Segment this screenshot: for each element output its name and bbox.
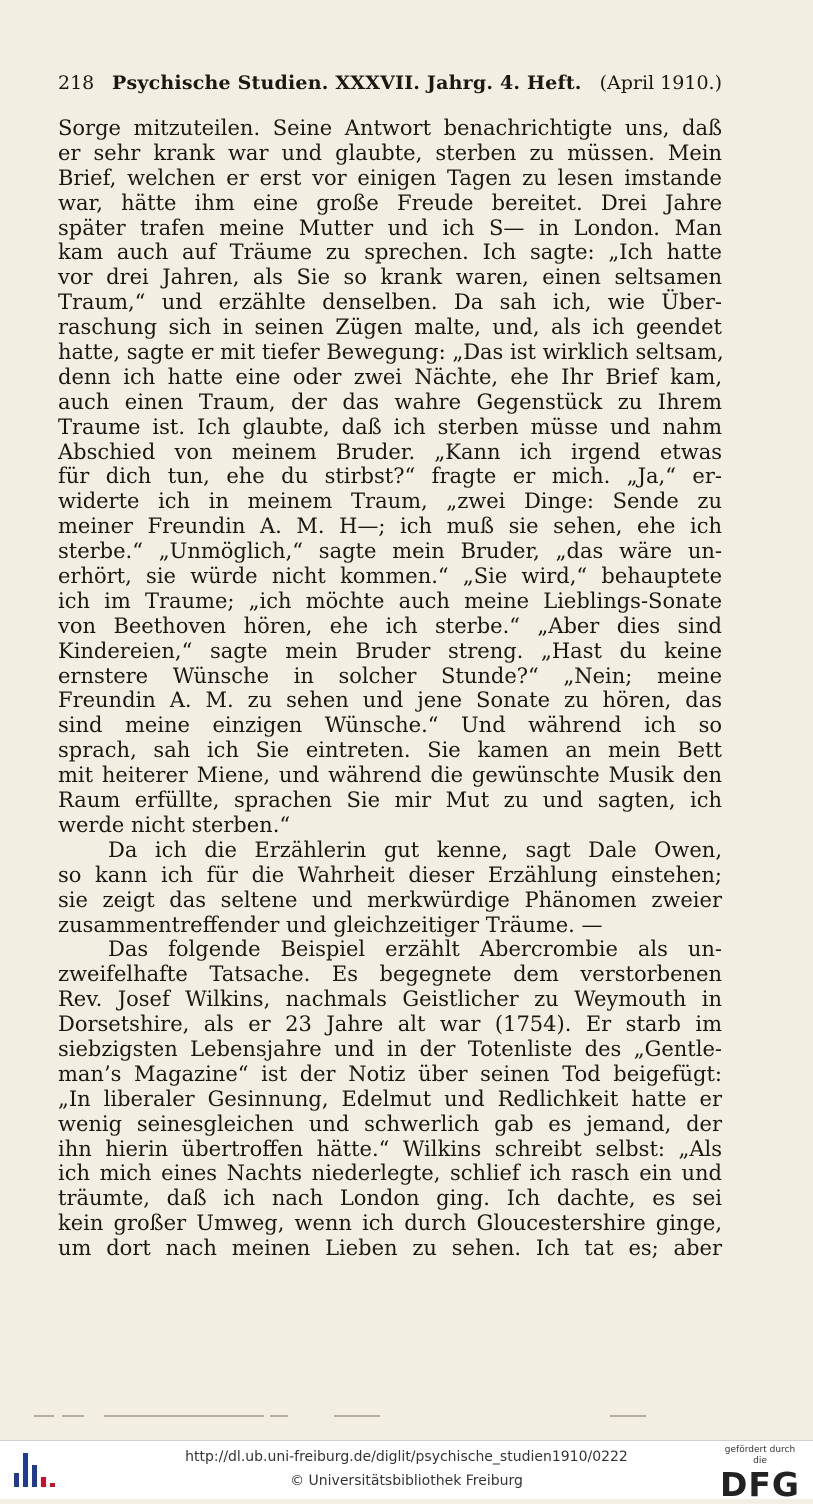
scan-artifact: [104, 1415, 264, 1417]
dfg-funding-badge: [717, 1445, 803, 1503]
text-line: widerte ich in meinem Traum, „zwei Dinge: Sende zu: [58, 489, 722, 514]
text-line: Rev. Josef Wilkins, nachmals Geistlicher zu Weymouth in: [58, 987, 722, 1012]
text-line: denn ich hatte eine oder zwei Nächte, ehe Ihr Brief kam,: [58, 364, 722, 389]
text-line: werde nicht sterben.“: [58, 812, 291, 837]
text-line: zusammentreffender und gleichzeitiger Träume. —: [58, 912, 603, 937]
text-line: er sehr krank war und glaubte, sterben zu müssen. Mein: [58, 140, 722, 165]
text-line: siebzigsten Lebensjahre und in der Totenliste des „Gentle-: [58, 1036, 722, 1061]
text-line: hatte, sagte er mit tiefer Bewegung: „Das ist wirklich seltsam,: [58, 340, 724, 365]
text-line: kam auch auf Träume zu sprechen. Ich sagte: „Ich hatte: [58, 240, 722, 265]
text-line: „In liberaler Gesinnung, Edelmut und Redlichkeit hatte er: [58, 1086, 722, 1111]
text-line: von Beethoven hören, ehe ich sterbe.“ „Aber dies sind: [58, 613, 722, 638]
text-line: ich im Traume; „ich möchte auch meine Lieblings-Sonate: [58, 588, 722, 613]
journal-title: Psychische Studien. XXXVII. Jahrg. 4. Heft.: [112, 72, 582, 94]
funding-caption: gefördert durch die: [724, 1445, 796, 1466]
text-line: auch einen Traum, der das wahre Gegenstück zu Ihrem: [58, 389, 722, 414]
page-number: 218: [58, 72, 95, 94]
text-line: sprach, sah ich Sie eintreten. Sie kamen an mein Bett: [58, 738, 722, 763]
text-line: meiner Freundin A. M. H—; ich muß sie sehen, ehe ich: [58, 514, 722, 539]
dfg-logo: DFG: [719, 1465, 801, 1504]
text-line: für dich tun, ehe du stirbst?“ fragte er mich. „Ja,“ er-: [58, 464, 722, 489]
scan-artifact: [62, 1415, 84, 1417]
text-line: Abschied von meinem Bruder. „Kann ich irgend etwas: [58, 439, 722, 464]
text-line: Sorge mitzuteilen. Seine Antwort benachrichtigte uns, daß: [58, 116, 722, 140]
scan-artifact: [270, 1415, 288, 1417]
text-line: man’s Magazine“ ist der Notiz über seinen Tod beigefügt:: [58, 1061, 722, 1086]
copyright-notice: © Universitätsbibliothek Freiburg: [290, 1473, 523, 1489]
text-line: ich mich eines Nachts niederlegte, schlief ich rasch ein und: [58, 1161, 722, 1186]
text-line: Traume ist. Ich glaubte, daß ich sterben müsse und nahm: [58, 414, 722, 439]
issue-date: (April 1910.): [599, 72, 722, 94]
text-line: Freundin A. M. zu sehen und jene Sonate zu hören, das: [58, 688, 722, 713]
text-line: sie zeigt das seltene und merkwürdige Phänomen zweier: [58, 887, 722, 912]
text-line: so kann ich für die Wahrheit dieser Erzählung einstehen;: [58, 862, 722, 887]
text-line: Das folgende Beispiel erzählt Abercrombie als un-: [108, 937, 722, 962]
text-line: Brief, welchen er erst vor einigen Tagen zu lesen imstande: [58, 165, 722, 190]
text-line: um dort nach meinen Lieben zu sehen. Ich tat es; aber: [58, 1236, 722, 1261]
scan-artifact: [334, 1415, 380, 1417]
text-line: vor drei Jahren, als Sie so krank waren, einen seltsamen: [58, 265, 722, 290]
footer-bar: [0, 1440, 813, 1504]
body-text: [58, 116, 722, 1261]
text-line: Traum,“ und erzählte denselben. Da sah ich, wie Über-: [58, 290, 722, 315]
text-line: mit heiterer Miene, und während die gewünschte Musik den: [58, 763, 722, 788]
text-line: sind meine einzigen Wünsche.“ Und während ich so: [58, 713, 722, 738]
scan-artifact: [610, 1415, 646, 1417]
text-line: Da ich die Erzählerin gut kenne, sagt Dale Owen,: [108, 837, 722, 862]
text-line: träumte, daß ich nach London ging. Ich dachte, es sei: [58, 1186, 722, 1211]
text-line: erhört, sie würde nicht kommen.“ „Sie wird,“ behauptete: [58, 564, 722, 589]
text-line: war, hätte ihm eine große Freude bereitet. Drei Jahre: [58, 190, 722, 215]
text-line: raschung sich in seinen Zügen malte, und, als ich geendet: [58, 315, 722, 340]
text-line: ihn hierin übertroffen hätte.“ Wilkins schreibt selbst: „Als: [58, 1136, 722, 1161]
text-line: sterbe.“ „Unmöglich,“ sagte mein Bruder, „das wäre un-: [58, 539, 722, 564]
text-line: Dorsetshire, als er 23 Jahre alt war (1754). Er starb im: [58, 1012, 722, 1037]
text-line: später trafen meine Mutter und ich S— in London. Man: [58, 215, 722, 240]
text-line: Kindereien,“ sagte mein Bruder streng. „Hast du keine: [58, 638, 722, 663]
permalink-url[interactable]: http://dl.ub.uni-freiburg.de/diglit/psychische_studien1910/0222: [185, 1449, 628, 1465]
scan-artifact: [34, 1415, 54, 1417]
text-line: kein großer Umweg, wenn ich durch Gloucestershire ginge,: [58, 1211, 722, 1236]
text-line: zweifelhafte Tatsache. Es begegnete dem verstorbenen: [58, 962, 722, 987]
text-line: wenig seinesgleichen und schwerlich gab es jemand, der: [58, 1111, 722, 1136]
text-line: ernstere Wünsche in solcher Stunde?“ „Nein; meine: [58, 663, 722, 688]
text-line: Raum erfüllte, sprachen Sie mir Mut zu und sagten, ich: [58, 788, 722, 813]
